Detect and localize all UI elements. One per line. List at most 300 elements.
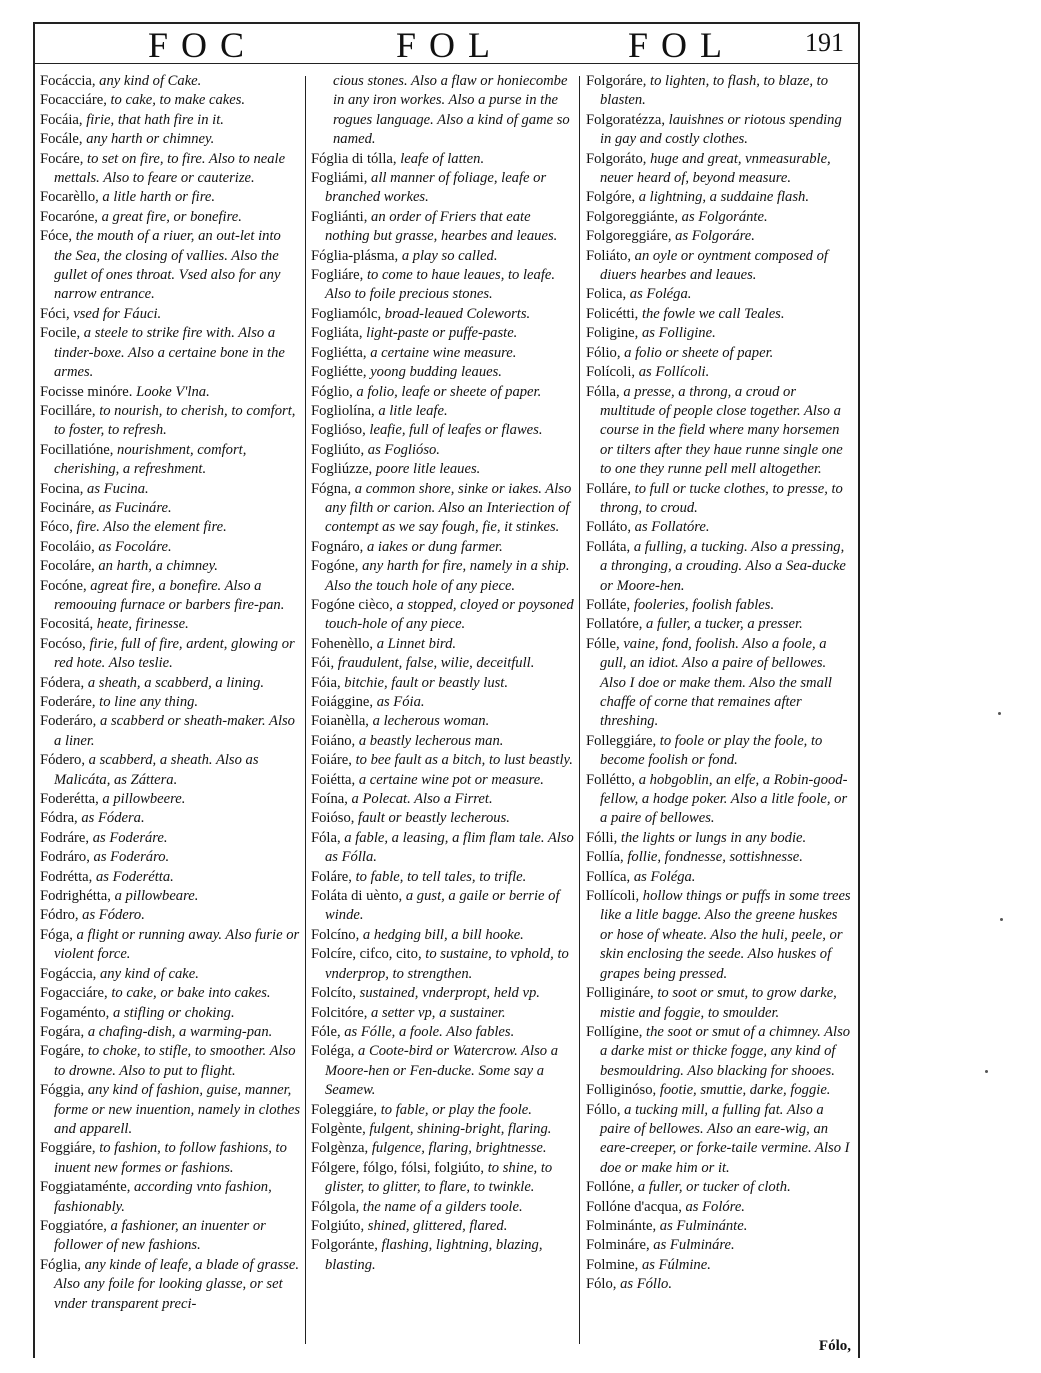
headword: Fodráro,	[40, 849, 90, 866]
dictionary-entry	[40, 1023, 302, 1042]
headword: Fóia,	[311, 674, 341, 691]
definition: fulgent, shining-bright, flaring.	[369, 1120, 552, 1137]
definition: a gust, a gaile or berrie of winde.	[325, 888, 560, 924]
definition: a chafing-dish, a warming-pan.	[87, 1023, 273, 1040]
dictionary-entry	[311, 305, 575, 324]
definition: as Fóllo.	[620, 1276, 672, 1293]
dictionary-entry	[40, 130, 302, 149]
dictionary-entry	[586, 538, 854, 596]
headword: Foggiatóre,	[40, 1217, 107, 1234]
headword: Foiággine,	[311, 694, 374, 710]
page-number: 191	[805, 28, 844, 57]
dictionary-entry	[40, 577, 302, 616]
headword: Fogliétta,	[311, 344, 367, 361]
headword: Fóla,	[311, 829, 341, 846]
definition: to come to haue leaues, to leafe. Also to foile precious stones.	[325, 267, 555, 303]
definition: a stopped, cloyed or poysoned touch-hole of any piece.	[325, 596, 574, 633]
definition: an harth, a chimney.	[98, 558, 218, 575]
definition: as Foderáre.	[92, 829, 168, 846]
headword: Follícoli,	[586, 888, 640, 905]
definition: a litle leafe.	[378, 402, 448, 419]
definition: to lighten, to flash, to blaze, to blasten.	[600, 73, 829, 109]
dictionary-entry	[40, 984, 302, 1003]
dictionary-entry	[311, 693, 575, 712]
dictionary-entry	[586, 305, 854, 324]
dictionary-entry	[586, 324, 854, 343]
headword: Focóso,	[40, 635, 86, 652]
headword: Folleggiáre,	[586, 732, 657, 749]
dictionary-entry	[311, 266, 575, 305]
dictionary-entry	[40, 383, 302, 402]
dictionary-entry	[311, 538, 575, 557]
headword: Fóggia,	[40, 1082, 85, 1099]
dictionary-entry	[311, 150, 575, 169]
definition: fulgence, flaring, brightnesse.	[371, 1140, 547, 1157]
dictionary-entry	[586, 887, 854, 984]
dictionary-entry	[311, 1139, 575, 1158]
definition: a great fire, or bonefire.	[101, 208, 242, 225]
definition: all manner of foliage, leafe or branched workes.	[325, 170, 547, 206]
headword: Fóco,	[40, 519, 73, 536]
headword: Folgoránte,	[311, 1237, 378, 1254]
headword: Fogliúzze,	[311, 461, 373, 478]
definition: a iakes or dung farmer.	[366, 538, 503, 555]
definition: lauishnes or riotous spending in gay and costly clothes.	[600, 111, 842, 148]
column-rule-1	[305, 76, 306, 1344]
headword: Folliginóso,	[586, 1082, 657, 1099]
headword: Foderétta,	[40, 791, 99, 808]
headword: Foleggiáre,	[311, 1101, 378, 1118]
headword: Fóle,	[311, 1023, 341, 1040]
definition: broad-leaued Coleworts.	[384, 305, 531, 322]
definition: a fuller, a tucker, a presser.	[646, 616, 803, 633]
dictionary-entry	[586, 615, 854, 634]
dictionary-entry	[40, 150, 302, 189]
headword: Folcíre, cifco, cito,	[311, 946, 422, 963]
dictionary-entry	[586, 285, 854, 304]
dictionary-entry	[40, 91, 302, 110]
headword: Fóglia-plásma,	[311, 247, 399, 264]
dictionary-entry	[311, 1120, 575, 1139]
running-head-left: FOC	[148, 25, 258, 65]
headword: Fóglia di tólla,	[311, 150, 397, 167]
dictionary-entry	[311, 674, 575, 693]
dictionary-entry	[311, 363, 575, 382]
dictionary-entry	[40, 868, 302, 887]
definition: firie, full of fire, ardent, glowing or red hote. Also teslie.	[54, 635, 295, 672]
definition: a hedging bill, a bill hooke.	[362, 926, 524, 943]
dictionary-entry	[40, 887, 302, 906]
column-3	[586, 72, 854, 1295]
headword: Fódra,	[40, 810, 78, 827]
headword: Fólo,	[586, 1276, 617, 1293]
dictionary-entry	[40, 208, 302, 227]
dictionary-entry	[40, 557, 302, 576]
headword: Fogáccia,	[40, 965, 97, 982]
definition: a lightning, a suddaine flash.	[638, 189, 809, 206]
headword: Fogliétte,	[311, 364, 367, 381]
dictionary-entry	[586, 732, 854, 771]
headword: Fogaménto,	[40, 1004, 110, 1021]
definition: vaine, fond, foolish. Also a foole, a gull, an idiot. Also a paire of bellowes. Also I doe or make them. Also the small chaffe of corne that remaines after threshing.	[600, 635, 832, 730]
headword: Foderáro,	[40, 713, 97, 730]
headword: Focaróne,	[40, 208, 98, 225]
dictionary-entry	[311, 344, 575, 363]
definition: as Folgoránte.	[681, 208, 768, 225]
running-head-right: FOL	[628, 25, 736, 65]
dictionary-entry	[40, 712, 302, 751]
dictionary-entry	[311, 771, 575, 790]
headword: Foggiataménte,	[40, 1179, 131, 1196]
headword: Focále,	[40, 131, 83, 148]
definition: a Linnet bird.	[376, 635, 457, 652]
headword: Fógna,	[311, 480, 352, 497]
dictionary-entry	[40, 72, 302, 91]
definition: a play so called.	[401, 247, 498, 264]
dictionary-entry	[311, 984, 575, 1003]
headword: Focacciáre,	[40, 92, 107, 109]
dictionary-entry	[586, 247, 854, 286]
dictionary-entry	[40, 441, 302, 480]
dictionary-entry	[40, 674, 302, 693]
dictionary-entry	[40, 402, 302, 441]
dictionary-entry	[586, 1101, 854, 1179]
dictionary-entry	[311, 402, 575, 421]
dictionary-entry	[311, 480, 575, 538]
definition: a sheath, a scabberd, a lining.	[87, 674, 265, 691]
definition: to choke, to stifle, to smoother. Also to drowne. Also to put to flight.	[54, 1043, 296, 1079]
dictionary-entry	[311, 654, 575, 673]
definition: agreat fire, a bonefire. Also a remoouing furnace or barbers fire-pan.	[54, 577, 285, 613]
headword: Fogliolína,	[311, 402, 375, 419]
definition: leafe of latten.	[400, 150, 485, 167]
definition: bitchie, fault or beastly lust.	[344, 674, 509, 691]
headword: Fogliáta,	[311, 325, 363, 342]
headword: Folláto,	[586, 519, 631, 536]
definition: the fowle we call Teales.	[641, 305, 785, 322]
dictionary-entry	[40, 926, 302, 965]
definition: Looke V'lna.	[136, 383, 210, 400]
dictionary-entry	[40, 1004, 302, 1023]
dictionary-entry	[40, 188, 302, 207]
headword: Fodráre,	[40, 829, 90, 846]
definition: as Follícoli.	[638, 364, 710, 381]
definition: as Focoláre.	[98, 538, 172, 555]
dictionary-entry	[311, 732, 575, 751]
definition: light-paste or puffe-paste.	[366, 325, 518, 342]
definition: an order of Friers that eate nothing but grasse, hearbes and leaues.	[325, 208, 558, 245]
headword: Fólli,	[586, 829, 618, 846]
dictionary-entry	[40, 906, 302, 925]
dictionary-entry	[586, 829, 854, 848]
headword: Fogliáre,	[311, 267, 364, 284]
definition: as Fogliósо.	[367, 441, 440, 458]
dictionary-entry	[311, 208, 575, 247]
definition: a stifling or choking.	[112, 1004, 235, 1021]
definition: nourishment, comfort, cherishing, a refreshment.	[54, 441, 247, 478]
headword: Fohenèllo,	[311, 635, 374, 652]
definition: a pillowbeare.	[114, 888, 199, 905]
headword: Fódero,	[40, 752, 85, 769]
definition: footie, smuttie, darke, foggie.	[659, 1082, 831, 1099]
dictionary-entry	[586, 227, 854, 246]
dictionary-entry	[586, 1198, 854, 1217]
headword: Fogliamólc,	[311, 305, 382, 322]
headword: Focilláre,	[40, 402, 96, 419]
headword: Focáia,	[40, 111, 83, 128]
dictionary-entry	[40, 538, 302, 557]
headword: Foiáno,	[311, 732, 356, 749]
headword: Foiáre,	[311, 752, 352, 769]
definition: as Fóia.	[376, 694, 425, 710]
definition: a fuller, or tucker of cloth.	[637, 1179, 791, 1196]
definition: a common shore, sinke or iakes. Also any filth or carion. Also an Interiection of contempt as we say fough, fie, it stinkes.	[325, 480, 572, 536]
dictionary-entry	[586, 344, 854, 363]
headword: Follóne d'acqua,	[586, 1198, 682, 1215]
definition: firie, that hath fire in it.	[86, 111, 224, 128]
definition: a pillowbeere.	[102, 791, 186, 808]
headword: Fóglio,	[311, 383, 353, 400]
headword: Foína,	[311, 791, 348, 808]
headword: Folgoratézza,	[586, 111, 666, 128]
definition: a presse, a throng, a croud or multitude of people close together. Also a course in the field where many horsemen or tilters after they haue runne single one to one they runne pell mell altogether.	[600, 383, 843, 478]
dictionary-entry	[311, 169, 575, 208]
headword: Focoláre,	[40, 558, 95, 575]
headword: Folligináre,	[586, 985, 654, 1002]
dictionary-entry	[311, 421, 575, 440]
headword: Fólgere, fólgo, fólsi, folgiúto,	[311, 1159, 485, 1176]
dictionary-entry	[311, 751, 575, 770]
definition: a certaine wine measure.	[370, 344, 517, 361]
dictionary-entry	[40, 111, 302, 130]
headword: Folmine,	[586, 1256, 639, 1273]
definition: any kind of Cake.	[99, 73, 202, 89]
dictionary-entry	[40, 480, 302, 499]
running-head-center: FOL	[396, 25, 504, 65]
column-rule-2	[579, 76, 580, 1344]
dictionary-entry	[311, 460, 575, 479]
definition: the soot or smut of a chimney. Also a darke mist or thicke fogge, any kind of besmouldring. Also blacking for shooes.	[600, 1023, 851, 1079]
headword: Focoláio,	[40, 538, 95, 555]
dictionary-entry	[311, 635, 575, 654]
definition: a fashioner, an inuenter or follower of new fashions.	[54, 1217, 266, 1254]
definition: fooleries, foolish fables.	[633, 596, 775, 613]
definition: a Coote-bird or Watercrow. Also a Moore-hen or Fen-ducke. Some say a Seamew.	[325, 1043, 559, 1099]
dictionary-entry	[586, 150, 854, 189]
headword: Fogára,	[40, 1023, 85, 1040]
definition: the lights or lungs in any bodie.	[620, 829, 807, 846]
headword: Fognáro,	[311, 538, 364, 555]
headword: Follía,	[586, 849, 624, 866]
definition: flashing, lightning, blazing, blasting.	[325, 1237, 543, 1273]
headword: Follígine,	[586, 1023, 643, 1040]
headword: Folgóre,	[586, 189, 636, 206]
headword: Focile,	[40, 325, 81, 342]
dictionary-entry	[311, 383, 575, 402]
definition: to line any thing.	[99, 694, 199, 710]
column-1	[40, 72, 302, 1314]
headword: Folláta,	[586, 538, 631, 555]
definition: a beastly lecherous man.	[358, 732, 504, 749]
headword: Focóne,	[40, 577, 87, 594]
headword: Folmináre,	[586, 1237, 650, 1254]
definition: a flight or running away. Also furie or violent force.	[54, 926, 300, 963]
dictionary-entry	[586, 72, 854, 111]
headword: Fólla,	[586, 383, 620, 400]
dictionary-entry	[586, 984, 854, 1023]
dictionary-entry	[311, 926, 575, 945]
headword: Folícoli,	[586, 364, 636, 381]
definition: as Folligine.	[641, 325, 716, 342]
definition: the name of a gilders toole.	[362, 1198, 523, 1215]
definition: as Folóre.	[685, 1198, 745, 1215]
headword: Fogliánti,	[311, 208, 368, 225]
dictionary-entry	[40, 829, 302, 848]
definition: a lecherous woman.	[372, 713, 490, 730]
dictionary-entry	[311, 557, 575, 596]
definition: as Foléga.	[629, 286, 692, 303]
definition: any kind of cake.	[99, 965, 199, 982]
headword: Fóga,	[40, 926, 73, 943]
dictionary-entry	[586, 1275, 854, 1294]
headword: Fogliámi,	[311, 170, 368, 187]
definition: any kinde of leafe, a blade of grasse. Also any foile for looking glasse, or set vnder transparent preci-	[54, 1256, 300, 1312]
definition: to cake, or bake into cakes.	[111, 985, 271, 1002]
definition: as Fólle, a foole. Also fables.	[344, 1023, 515, 1040]
dictionary-entry	[586, 480, 854, 519]
headword: Folgoreggiáre,	[586, 228, 672, 245]
headword: Foligine,	[586, 325, 639, 342]
dictionary-entry	[586, 1236, 854, 1255]
headword: Foderáre,	[40, 694, 96, 710]
headword: Fólio,	[586, 344, 621, 361]
definition: as Fódera.	[81, 810, 145, 827]
headword: Folgoráto,	[586, 150, 647, 167]
headword: Foianèlla,	[311, 713, 369, 730]
dictionary-entry	[311, 829, 575, 868]
headword: Fodrighétta,	[40, 888, 111, 905]
definition: fault or beastly lecherous.	[358, 810, 510, 827]
definition: the mouth of a riuer, an out-let into the Sea, the closing of vallies. Also the gullet of ones throat. Vsed also for any narrow entrance.	[54, 228, 281, 303]
definition: to set on fire, to fire. Also to neale mettals. Also to feare or cauterize.	[54, 150, 286, 187]
definition: to foole or play the foole, to become foolish or fond.	[600, 732, 823, 769]
headword: Folgènza,	[311, 1140, 369, 1157]
definition: as Folgoráre.	[675, 228, 755, 245]
dictionary-entry	[40, 1256, 302, 1314]
headword: Follóne,	[586, 1179, 635, 1196]
headword: Fogliúto,	[311, 441, 365, 458]
definition: to nourish, to cherish, to comfort, to foster, to refresh.	[54, 402, 296, 439]
definition: hollow things or puffs in some trees like a litle bagge. Also the greene huskes or hose of wheate. Also the huli, peele, or skin enclosing the seede. Also huskes of grapes being pressed.	[600, 888, 851, 982]
definition: a hobgoblin, an elfe, a Robin-good-fellow, a hodge poker. Also a litle foole, or a paire of bellowes.	[600, 771, 848, 827]
headword: Focisse minóre.	[40, 383, 133, 400]
definition: a folio, leafe or sheete of paper.	[356, 383, 542, 400]
headword: Follíca,	[586, 868, 631, 885]
headword: Foggiáre,	[40, 1140, 96, 1157]
headword: Fogliósо,	[311, 422, 366, 439]
definition: as Fulmináre.	[653, 1237, 735, 1254]
headword: Folláre,	[586, 480, 631, 497]
definition: yoong budding leaues.	[370, 364, 502, 381]
headword: Folminánte,	[586, 1217, 657, 1234]
scan-speck	[998, 712, 1001, 715]
headword: Folláte,	[586, 596, 631, 613]
headword: Fólgola,	[311, 1198, 360, 1215]
dictionary-entry	[40, 1178, 302, 1217]
definition: to fable, or play the foole.	[380, 1101, 532, 1118]
definition: any kind of fashion, guise, manner, forme or new inuention, namely in clothes and apparell.	[54, 1082, 301, 1137]
headword: Focillatióne,	[40, 441, 114, 458]
dictionary-entry	[40, 1217, 302, 1256]
definition: a Polecat. Also a Firret.	[351, 791, 493, 808]
definition: a steele to strike fire with. Also a tinder-boxe. Also a certaine bone in the armes.	[54, 325, 285, 381]
dictionary-entry	[586, 1256, 854, 1275]
headword: Fogóne,	[311, 558, 359, 575]
dictionary-entry	[40, 227, 302, 305]
definition: to soot or smut, to grow darke, mistie and foggie, to smoulder.	[600, 985, 837, 1021]
dictionary-entry	[40, 615, 302, 634]
headword: Folcíto,	[311, 985, 356, 1002]
definition: a scabberd or sheath-maker. Also a liner.	[54, 713, 295, 749]
dictionary-entry	[40, 1042, 302, 1081]
definition: as Fucináre.	[98, 499, 172, 516]
dictionary-entry	[311, 868, 575, 887]
headword: Focáccia,	[40, 73, 96, 89]
headword: Fogacciáre,	[40, 985, 108, 1002]
headword: Folgoreggiánte,	[586, 208, 679, 225]
dictionary-entry	[311, 809, 575, 828]
dictionary-entry	[40, 693, 302, 712]
definition: a fable, a leasing, a flim flam tale. Also as Fólla.	[325, 829, 574, 866]
dictionary-entry	[311, 324, 575, 343]
dictionary-entry	[311, 1101, 575, 1120]
headword: Folgiúto,	[311, 1217, 365, 1234]
definition: vsed for Fáuci.	[73, 305, 162, 322]
dictionary-entry	[586, 188, 854, 207]
definition: to shine, to glister, to glitter, to flare, to twinkle.	[325, 1159, 553, 1196]
headword: Fogóne cièco,	[311, 596, 393, 613]
dictionary-entry	[40, 848, 302, 867]
headword: Fólle,	[586, 635, 620, 652]
dictionary-entry	[586, 868, 854, 887]
definition: fire. Also the element fire.	[76, 519, 227, 536]
definition: leafie, full of leafes or flawes.	[369, 422, 543, 439]
definition: as Foléga.	[633, 868, 696, 885]
definition: a certaine wine pot or measure.	[358, 771, 544, 788]
definition: any harth for fire, namely in a ship. Also the touch hole of any piece.	[325, 558, 570, 594]
dictionary-entry	[311, 1198, 575, 1217]
dictionary-entry	[40, 305, 302, 324]
dictionary-entry	[311, 790, 575, 809]
definition: cious stones. Also a flaw or honiecombe in any iron workes. Also a purse in the rogues language. Also a kind of game so named.	[333, 73, 570, 148]
headword: Fóglia,	[40, 1256, 81, 1273]
dictionary-entry	[586, 1217, 854, 1236]
dictionary-entry	[586, 771, 854, 829]
column-2	[311, 72, 575, 1275]
headword: Fói,	[311, 655, 335, 672]
dictionary-entry	[311, 1023, 575, 1042]
dictionary-entry	[586, 596, 854, 615]
dictionary-entry	[586, 518, 854, 537]
dictionary-entry	[311, 1217, 575, 1236]
headword: Fodrétta,	[40, 868, 93, 885]
dictionary-entry	[586, 363, 854, 382]
dictionary-entry	[586, 383, 854, 480]
dictionary-entry	[40, 1081, 302, 1139]
headword: Focáre,	[40, 150, 84, 167]
headword: Foláta di uènto,	[311, 888, 403, 905]
headword: Foláre,	[311, 868, 352, 885]
